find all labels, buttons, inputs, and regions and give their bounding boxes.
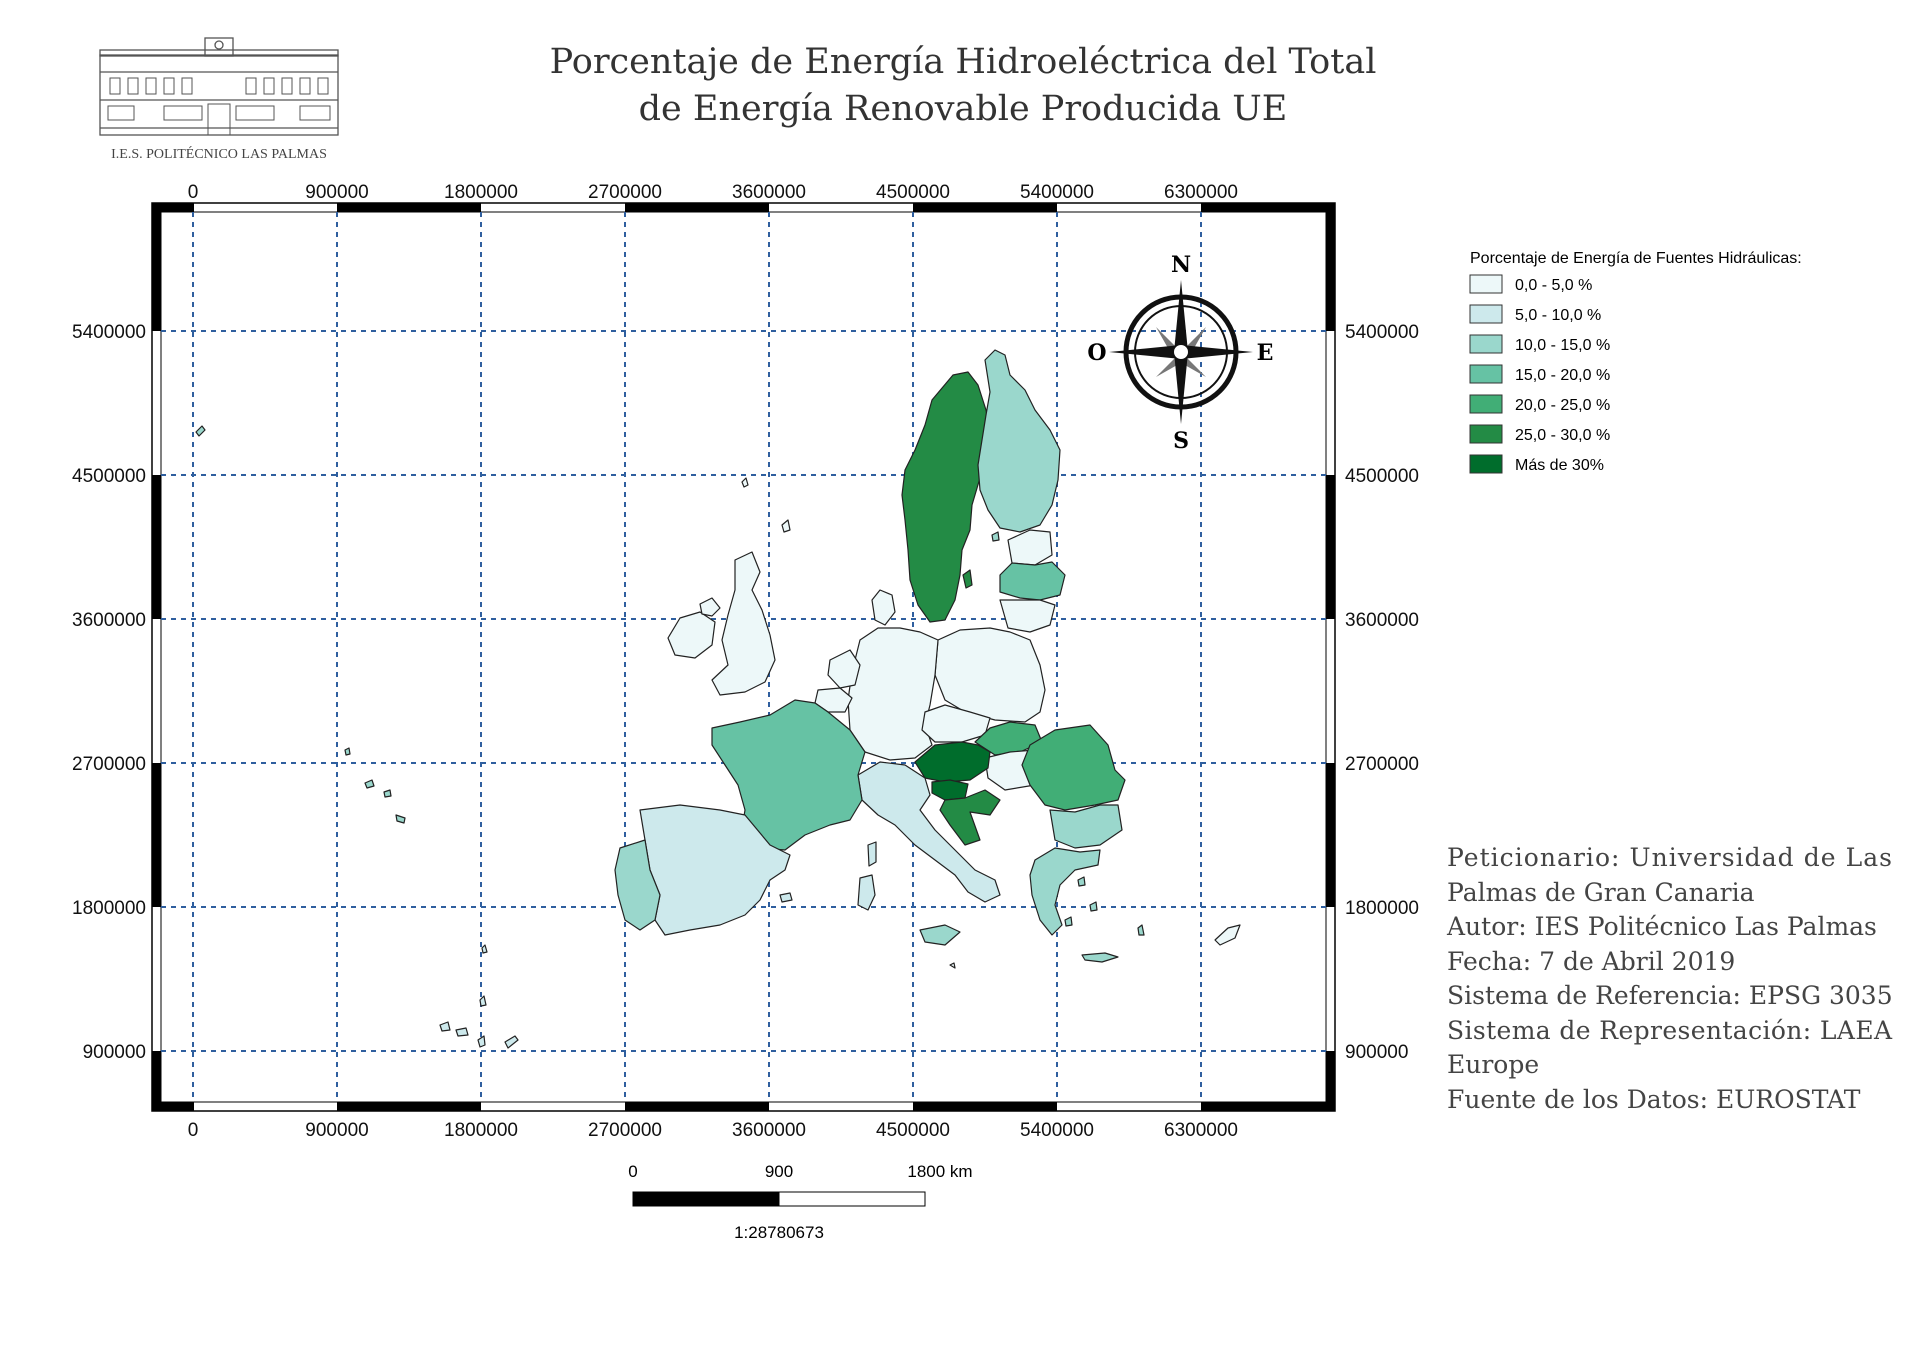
compass-east: E: [1256, 340, 1274, 366]
legend-label: Más de 30%: [1515, 457, 1604, 474]
x-label-bottom: 6300000: [1164, 1120, 1238, 1141]
legend-label: 25,0 - 30,0 %: [1515, 427, 1611, 444]
x-label-bottom: 900000: [305, 1120, 369, 1141]
scale-bar: [628, 1162, 972, 1242]
legend-swatch: [1470, 395, 1502, 413]
legend-label: 20,0 - 25,0 %: [1515, 397, 1611, 414]
x-label-bottom: 2700000: [588, 1120, 662, 1141]
y-label-right: 3600000: [1345, 610, 1419, 631]
x-label-bottom: 3600000: [732, 1120, 806, 1141]
y-label-right: 5400000: [1345, 322, 1419, 343]
legend-label: 10,0 - 15,0 %: [1515, 337, 1611, 354]
compass-north: N: [1170, 252, 1192, 278]
info-line: Peticionario: Universidad de Las: [1447, 843, 1892, 872]
x-label-bottom: 4500000: [876, 1120, 950, 1141]
scalebar-label-0: 0: [628, 1162, 638, 1181]
country-latvia: [1000, 562, 1065, 600]
compass-west: O: [1087, 340, 1107, 366]
legend-swatch: [1470, 365, 1502, 383]
legend-label: 0,0 - 5,0 %: [1515, 277, 1593, 294]
x-label-top: 2700000: [588, 182, 662, 203]
scalebar-label-1800: 1800 km: [907, 1162, 973, 1181]
legend: [1470, 250, 1802, 474]
y-label-left: 900000: [82, 1042, 146, 1063]
legend-label: 5,0 - 10,0 %: [1515, 307, 1602, 324]
x-label-top: 0: [187, 182, 199, 203]
info-line: Palmas de Gran Canaria: [1447, 878, 1755, 907]
info-line: Sistema de Representación: LAEA: [1447, 1016, 1892, 1045]
legend-swatch: [1470, 305, 1502, 323]
y-label-right: 900000: [1345, 1042, 1409, 1063]
x-label-top: 3600000: [732, 182, 806, 203]
x-label-bottom: 1800000: [444, 1120, 518, 1141]
legend-swatch: [1470, 275, 1502, 293]
legend-swatch: [1470, 335, 1502, 353]
legend-swatch: [1470, 425, 1502, 443]
y-label-right: 1800000: [1345, 898, 1419, 919]
y-label-left: 2700000: [72, 754, 146, 775]
info-line: Fecha: 7 de Abril 2019: [1447, 947, 1736, 976]
info-block: [1446, 843, 1893, 1114]
info-line: Sistema de Referencia: EPSG 3035: [1447, 981, 1893, 1010]
x-label-bottom: 0: [187, 1120, 199, 1141]
y-label-right: 2700000: [1345, 754, 1419, 775]
info-line: Fuente de los Datos: EUROSTAT: [1447, 1085, 1861, 1114]
island-balearics: [780, 893, 792, 902]
y-label-left: 4500000: [72, 466, 146, 487]
y-label-left: 3600000: [72, 610, 146, 631]
logo-caption: I.E.S. POLITÉCNICO LAS PALMAS: [111, 147, 327, 162]
x-label-top: 5400000: [1020, 182, 1094, 203]
compass-south: S: [1173, 428, 1189, 454]
y-label-right: 4500000: [1345, 466, 1419, 487]
info-line: Europe: [1447, 1050, 1540, 1079]
x-label-top: 6300000: [1164, 182, 1238, 203]
school-logo: [100, 38, 338, 135]
island-canarias-2: [456, 1028, 468, 1036]
legend-label: 15,0 - 20,0 %: [1515, 367, 1611, 384]
scale-ratio: 1:28780673: [734, 1223, 824, 1242]
island-azores-1: [345, 748, 350, 755]
x-label-bottom: 5400000: [1020, 1120, 1094, 1141]
map-title-line-1: Porcentaje de Energía Hidroeléctrica del Total: [549, 42, 1377, 82]
x-label-top: 1800000: [444, 182, 518, 203]
y-label-left: 5400000: [72, 322, 146, 343]
x-label-top: 4500000: [876, 182, 950, 203]
y-label-left: 1800000: [72, 898, 146, 919]
info-line: Autor: IES Politécnico Las Palmas: [1447, 912, 1877, 941]
legend-swatch: [1470, 455, 1502, 473]
legend-title: Porcentaje de Energía de Fuentes Hidráulicas:: [1470, 250, 1802, 267]
x-label-top: 900000: [305, 182, 369, 203]
scalebar-label-900: 900: [764, 1162, 794, 1181]
island-azores-3: [384, 790, 391, 797]
map-title-line-2: de Energía Renovable Producida UE: [638, 89, 1288, 129]
country-france-corsica: [868, 842, 876, 866]
country-germany: [848, 628, 938, 760]
